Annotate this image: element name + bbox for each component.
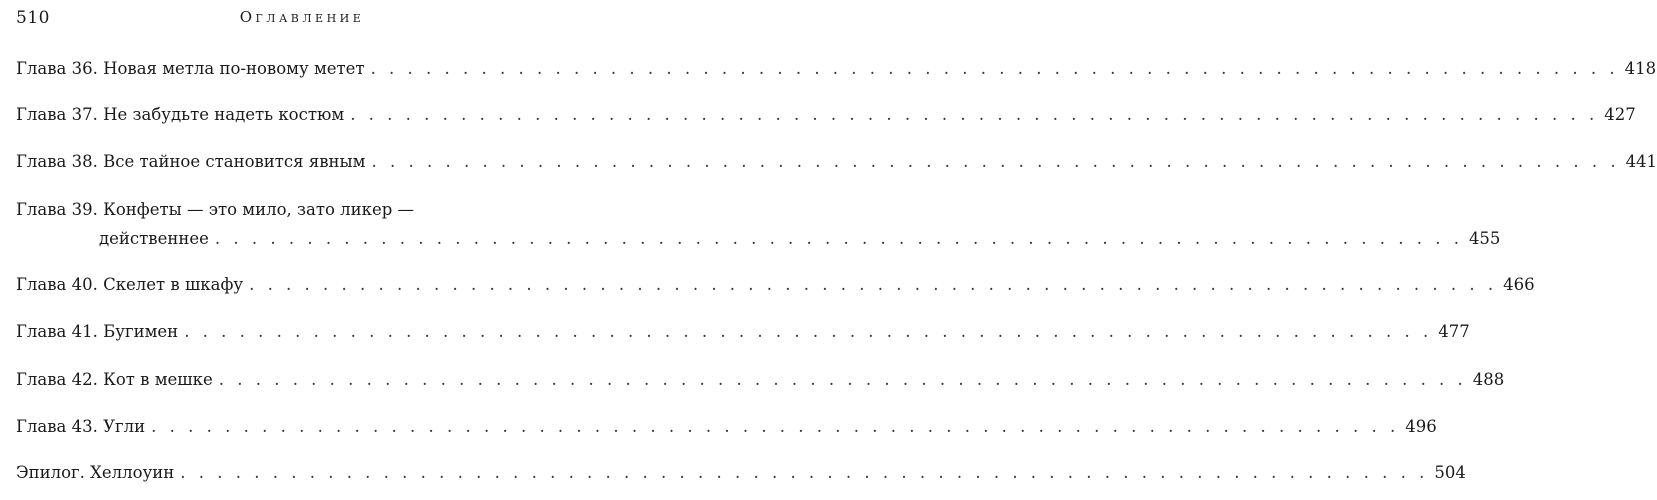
toc-entry-title: Глава 43. Угли — [16, 417, 146, 436]
toc-entry-page: 466 — [1503, 275, 1535, 294]
dot-leader — [219, 369, 1467, 391]
toc-entry-title: Эпилог. Хеллоуин — [16, 463, 175, 482]
toc-entry-title: Глава 42. Кот в мешке — [16, 370, 213, 389]
toc-entry-title-line2: действеннее — [99, 229, 209, 248]
dot-leader — [180, 462, 1428, 484]
toc-entry-chapter-42 — [16, 369, 1505, 391]
toc-entry-chapter-37 — [16, 104, 1636, 126]
toc-entry-page: 418 — [1624, 59, 1657, 78]
toc-entry-chapter-36 — [16, 58, 1657, 80]
dot-leader — [249, 274, 1497, 296]
toc-entry-epilogue — [16, 462, 1466, 484]
toc-entry-chapter-43 — [16, 416, 1437, 438]
toc-entry-title-line1: Глава 39. Конфеты — это мило, зато ликер — — [16, 200, 415, 219]
toc-entry-page: 477 — [1438, 322, 1470, 341]
toc-entry-chapter-38 — [16, 151, 1657, 173]
toc-entry-title: Глава 41. Бугимен — [16, 322, 179, 341]
toc-entry-chapter-41 — [16, 321, 1470, 343]
page-number: 510 — [16, 8, 50, 28]
dot-leader — [371, 58, 1619, 80]
dot-leader — [350, 104, 1598, 126]
toc-entry-page: 496 — [1405, 417, 1437, 436]
dot-leader — [184, 321, 1432, 343]
toc-entry-title: Глава 37. Не забудьте надеть костюм — [16, 105, 345, 124]
toc-entry-chapter-40 — [16, 274, 1535, 296]
toc-entry-page: 455 — [1468, 229, 1501, 248]
toc-entry-title: Глава 38. Все тайное становится явным — [16, 152, 366, 171]
toc-entry-page: 504 — [1434, 463, 1466, 482]
toc-entry-title: Глава 40. Скелет в шкафу — [16, 275, 244, 294]
dot-leader — [372, 151, 1620, 173]
dot-leader — [151, 416, 1399, 438]
toc-entry-chapter-39 — [16, 199, 1501, 250]
toc-entry-page: 488 — [1472, 370, 1505, 389]
toc-entry-page: 427 — [1604, 105, 1636, 124]
toc-entry-page: 441 — [1625, 152, 1657, 171]
toc-entry-title: Глава 36. Новая метла по-новому метет — [16, 59, 365, 78]
running-head: Оглавление — [239, 8, 365, 26]
dot-leader — [215, 228, 1463, 250]
